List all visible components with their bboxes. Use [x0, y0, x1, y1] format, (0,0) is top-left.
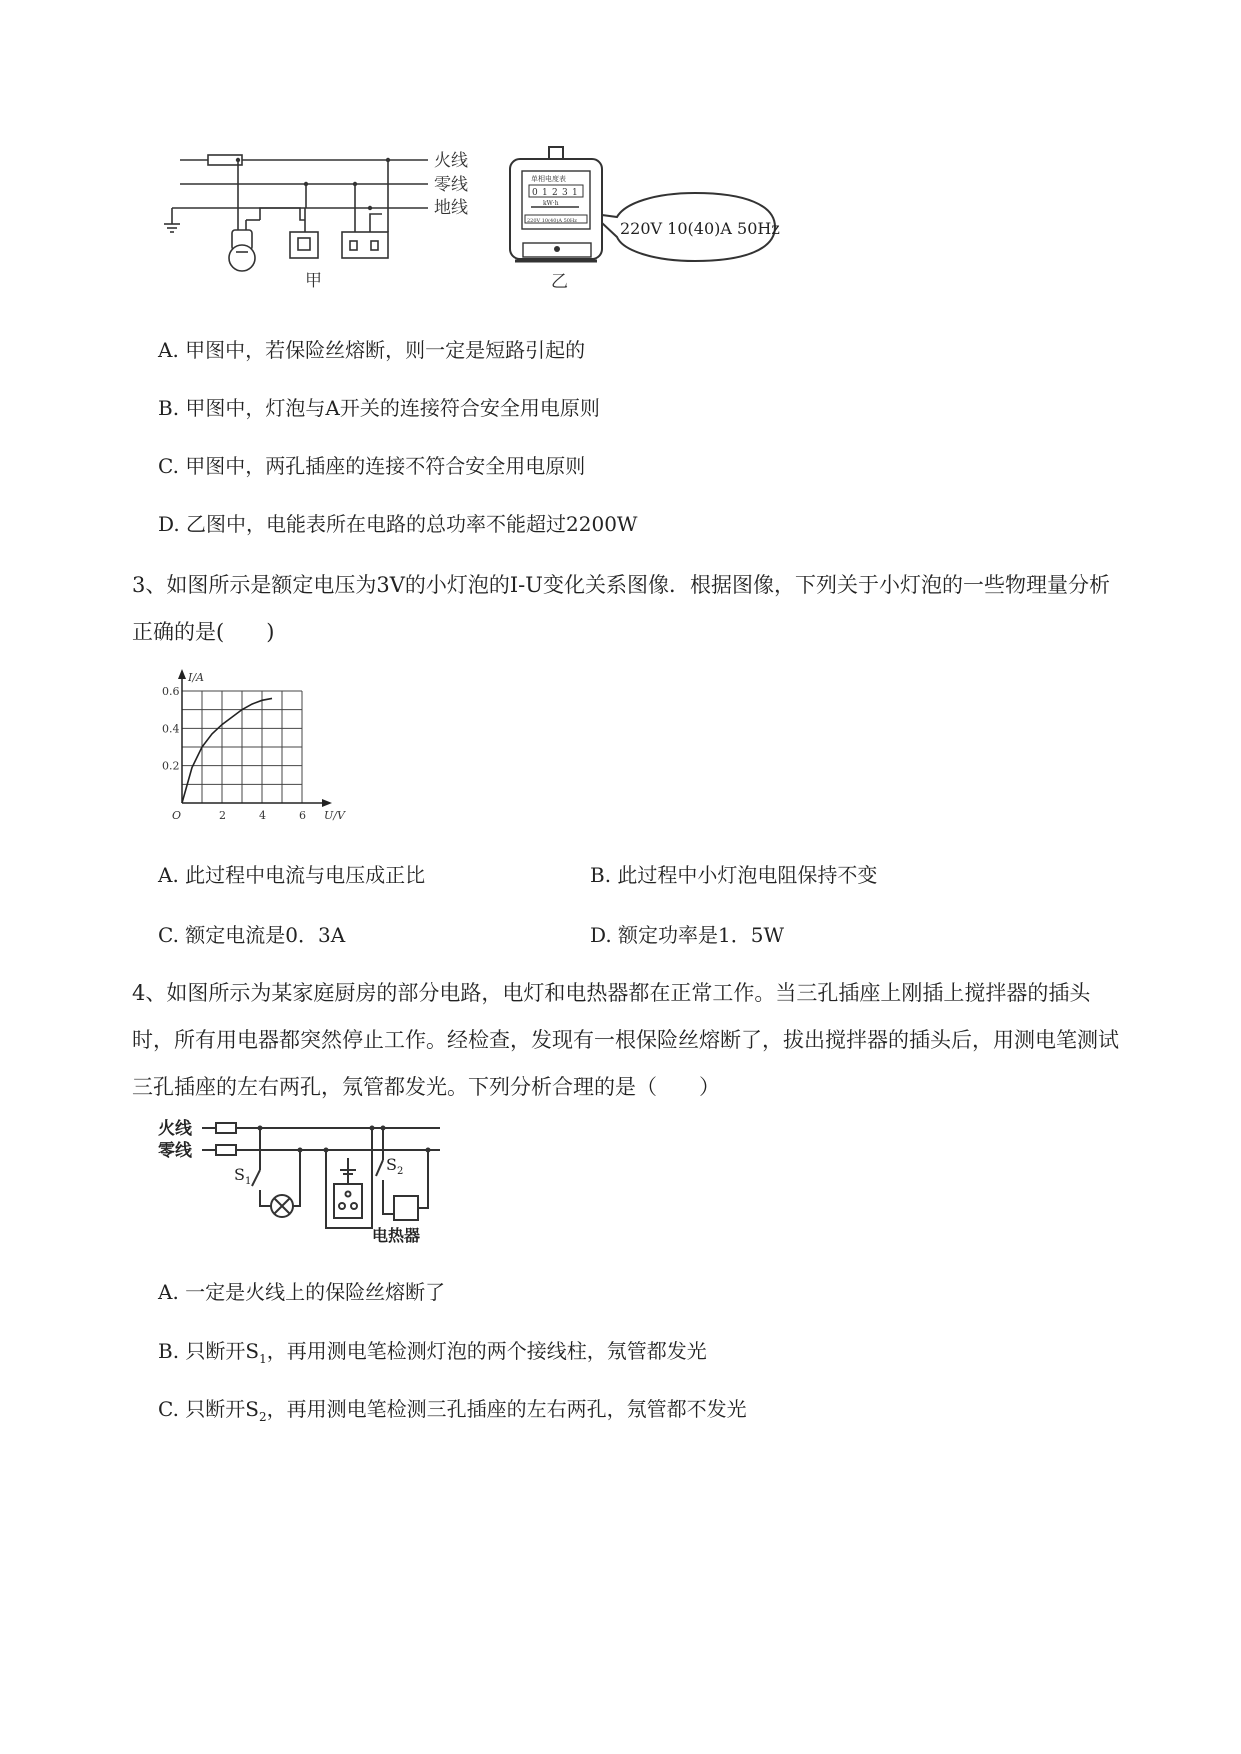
y-axis-arrow [178, 669, 186, 679]
q4-option-b [158, 1337, 707, 1373]
label-s2: $S_2$ [386, 1155, 404, 1177]
label-neutral: 零线 [434, 175, 468, 195]
y-tick-label: 0.4 [162, 722, 180, 736]
meter-rating-small: 220V 10(40)A 50Hz [527, 218, 577, 224]
q3-option-b: B. 此过程中小灯泡电阻保持不变 [590, 863, 878, 887]
x-tick-label: 2 [219, 809, 226, 822]
meter-digit: 0 [532, 188, 538, 198]
q3-option-a: A. 此过程中电流与电压成正比 [158, 863, 426, 887]
meter-digit: 1 [572, 188, 578, 198]
label-s1: $S_1$ [234, 1165, 252, 1187]
q4-option-c [158, 1395, 747, 1431]
q3-option-d: D. 额定功率是1．5W [590, 923, 785, 947]
y-tick-label: 0.2 [162, 759, 180, 773]
label-live: 火线 [434, 151, 468, 171]
x-tick-label: 4 [259, 809, 266, 822]
q4-option-c-pre: C. 只断开S [158, 1397, 260, 1421]
meter-callout: 220V 10(40)A 50Hz [620, 219, 780, 238]
q2-option-d: D. 乙图中，电能表所在电路的总功率不能超过2200W [158, 512, 638, 536]
meter-digit: 3 [562, 188, 568, 198]
q4-stem: 4、如图所示为某家庭厨房的部分电路，电灯和电热器都在正常工作。当三孔插座上刚插上搅拌器的插头时，所有用电器都突然停止工作。经检查，发现有一根保险丝熔断了，拔出搅拌器的插头后，用测电笔测试三孔插座的左右两孔，氖管都发光。下列分析合理的是（ ） [132, 981, 1119, 1099]
q4-option-b-pre: B. 只断开S [158, 1339, 260, 1363]
x-axis-arrow [322, 799, 332, 807]
x-tick-label: 6 [299, 809, 306, 822]
kitchen-circuit-diagram [158, 1110, 448, 1250]
origin-label: O [172, 809, 182, 822]
y-axis-label: I/A [188, 671, 204, 684]
label-neutral-q4: 零线 [158, 1141, 192, 1161]
caption-yi: 乙 [551, 272, 568, 292]
caption-jia: 甲 [305, 271, 322, 291]
label-heater: 电热器 [372, 1226, 421, 1245]
meter-digit: 2 [552, 188, 558, 198]
meter-digit: 1 [542, 188, 548, 198]
meter-unit: kW·h [543, 200, 559, 207]
q4-option-a: A. 一定是火线上的保险丝熔断了 [158, 1280, 446, 1304]
iu-chart [160, 665, 360, 825]
q4-option-b-post: ，再用测电笔检测灯泡的两个接线柱，氖管都发光 [266, 1339, 707, 1363]
q2-option-a: A. 甲图中，若保险丝熔断，则一定是短路引起的 [158, 338, 586, 362]
q3-stem: 3、如图所示是额定电压为3V的小灯泡的I-U变化关系图像．根据图像，下列关于小灯泡的一些物理量分析正确的是( ) [132, 573, 1110, 644]
electricity-meter-diagram-yi [505, 145, 790, 295]
label-earth: 地线 [434, 198, 468, 218]
q4-option-b-sub: 1 [259, 1352, 267, 1366]
iu-curve [182, 698, 272, 803]
x-axis-label: U/V [324, 809, 345, 822]
circuit-diagram-jia [160, 150, 500, 300]
q4-option-c-sub: 2 [259, 1410, 267, 1424]
q2-option-b: B. 甲图中，灯泡与A开关的连接符合安全用电原则 [158, 396, 600, 420]
q3-option-c: C. 额定电流是0．3A [158, 923, 346, 947]
y-tick-label: 0.6 [162, 685, 180, 698]
label-live-q4: 火线 [158, 1119, 192, 1139]
q4-option-c-post: ，再用测电笔检测三孔插座的左右两孔，氖管都不发光 [266, 1397, 747, 1421]
meter-title: 单相电度表 [531, 175, 566, 183]
q2-option-c: C. 甲图中，两孔插座的连接不符合安全用电原则 [158, 454, 586, 478]
